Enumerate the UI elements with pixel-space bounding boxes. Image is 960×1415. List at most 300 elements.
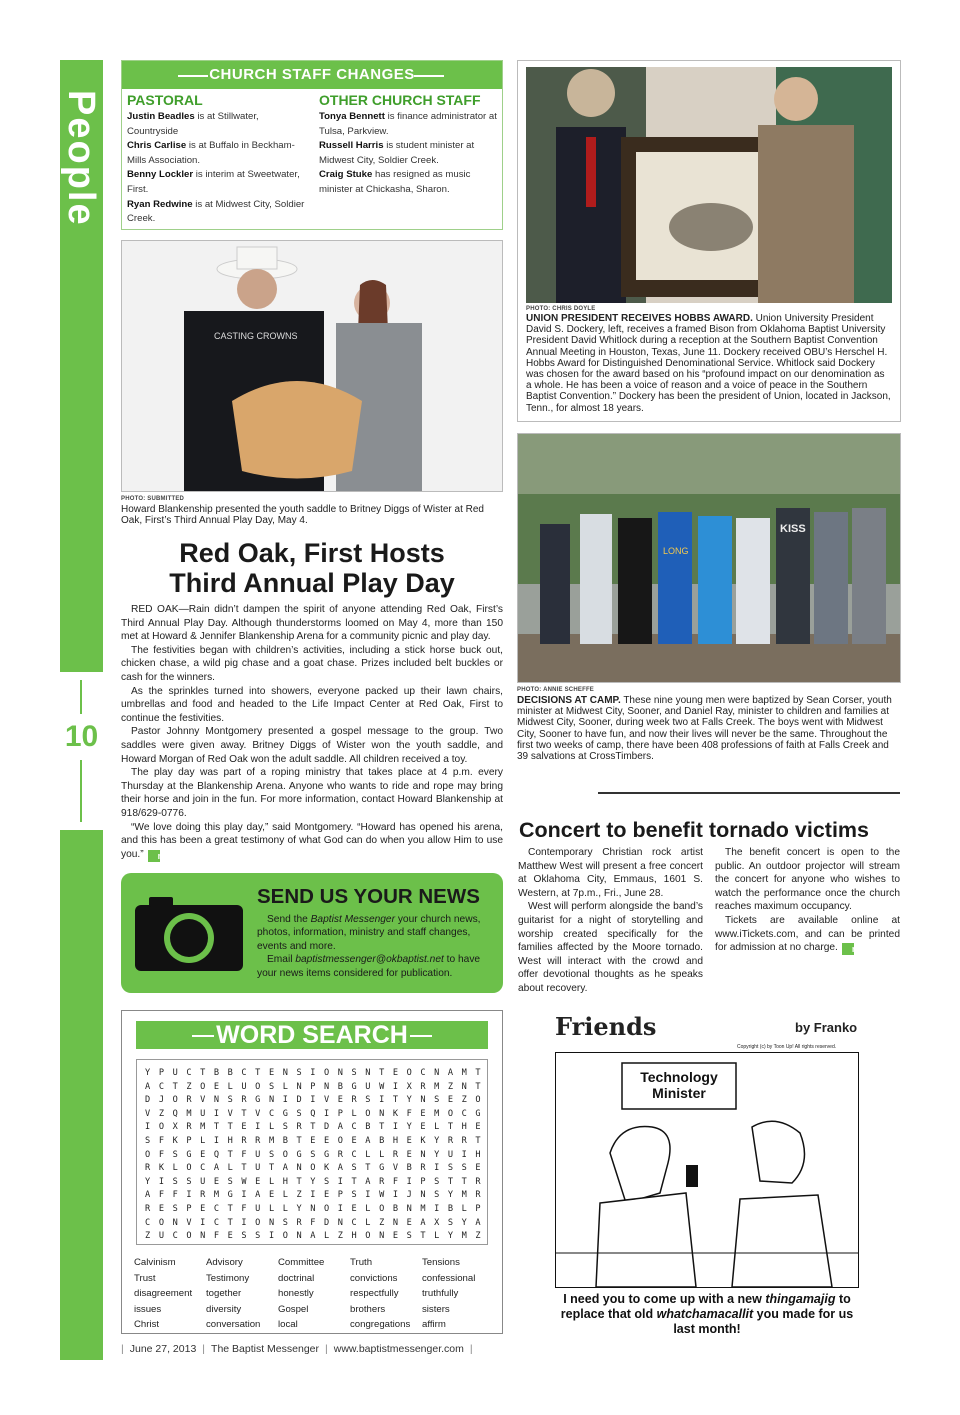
grid-letter: E <box>268 1190 275 1201</box>
grid-letter: S <box>324 1176 330 1187</box>
grid-letter: A <box>337 1163 343 1174</box>
word: Advisory <box>206 1257 243 1268</box>
grid-letter: S <box>268 1149 275 1160</box>
staff-item: Chris Carlise is at Buffalo in Beckham-Mills Association. <box>127 140 295 166</box>
grid-letter: N <box>461 1081 467 1092</box>
grid-letter: V <box>324 1095 330 1106</box>
grid-letter: H <box>282 1176 288 1187</box>
concert-col-2 <box>715 846 900 955</box>
paragraph: The festivities began with children’s activities, including a stick horse buck out, chicken chase, a wild pig chase and a goat chase. Prizes included belt buckles or cash for the winners. <box>121 644 503 683</box>
grid-letter: E <box>213 1081 220 1092</box>
grid-letter: O <box>200 1081 206 1092</box>
grid-letter: S <box>268 1081 275 1092</box>
cartoon-panel <box>555 1052 859 1288</box>
grid-letter: D <box>296 1095 302 1106</box>
grid-letter: S <box>172 1149 178 1160</box>
grid-letter: T <box>241 1163 247 1174</box>
grid-letter: F <box>158 1149 164 1160</box>
sidebar-rule <box>80 760 82 822</box>
grid-letter: D <box>324 1217 330 1228</box>
photo-credit: PHOTO: SUBMITTED <box>121 496 185 502</box>
word: Truth <box>350 1257 373 1268</box>
grid-letter: I <box>324 1108 330 1119</box>
word: Committee <box>278 1257 325 1268</box>
grid-letter: A <box>282 1163 288 1174</box>
grid-letter: Z <box>379 1217 385 1228</box>
paragraph: Contemporary Christian rock artist Matthew West will present a free concert at Oklahoma City, Emmaus, 1601 S. Western, at 7p.m., Fri., June 28. <box>518 847 703 899</box>
staff-item: Ryan Redwine is at Midwest City, Soldier Creek. <box>127 198 305 225</box>
word: Christ <box>134 1319 160 1331</box>
grid-letter: S <box>351 1068 357 1078</box>
grid-letter: P <box>475 1204 481 1214</box>
send-news-box <box>121 873 503 993</box>
grid-letter: L <box>282 1204 288 1214</box>
grid-letter: E <box>324 1190 330 1201</box>
grid-letter: S <box>434 1190 440 1201</box>
grid-letter: N <box>337 1217 343 1228</box>
grid-letter: E <box>324 1136 330 1146</box>
grid-letter: S <box>310 1149 316 1160</box>
grid-row <box>141 1204 485 1214</box>
grid-letter: U <box>241 1081 247 1092</box>
grid-letter: E <box>447 1095 454 1106</box>
grid-letter: S <box>447 1217 454 1228</box>
grid-letter: T <box>255 1068 261 1078</box>
grid-letter: O <box>324 1068 330 1078</box>
staff-item: Benny Lockler is interim at Sweetwater, First. <box>127 169 300 195</box>
word-search-title: WORD SEARCH <box>216 1021 408 1049</box>
grid-letter: S <box>227 1176 233 1187</box>
grid-letter: W <box>379 1190 385 1201</box>
paragraph: Tickets are available online at www.iTickets.com, and can be printed for admission at no charge. m <box>715 914 900 955</box>
other-staff-heading: OTHER CHURCH STAFF <box>319 92 481 108</box>
grid-letter: C <box>268 1108 275 1119</box>
grid-letter: R <box>379 1176 385 1187</box>
grid-letter: N <box>213 1095 220 1106</box>
camp-photo-image <box>518 434 900 682</box>
grid-letter: O <box>365 1108 371 1119</box>
grid-letter: G <box>282 1108 288 1119</box>
grid-letter: S <box>296 1068 302 1078</box>
grid-letter: B <box>213 1068 220 1078</box>
word-column <box>278 1255 350 1333</box>
grid-letter: R <box>296 1217 302 1228</box>
paragraph: Pastor Johnny Montgomery presented a gospel message to the group. Two saddles were given away. Britney Diggs of Wister won the youth saddle, and Howard Morgan of Red Oak won the adult saddle. All children received a toy. <box>121 726 503 765</box>
other-staff-column <box>319 92 499 198</box>
grid-letter: O <box>186 1163 192 1174</box>
grid-letter: A <box>145 1081 151 1092</box>
grid-letter: O <box>406 1068 412 1078</box>
footer-separator: | <box>469 1343 473 1355</box>
grid-letter: I <box>241 1217 247 1228</box>
word: brothers <box>350 1303 386 1315</box>
grid-letter: C <box>461 1108 467 1119</box>
grid-letter: V <box>145 1108 151 1119</box>
grid-letter: C <box>241 1068 247 1078</box>
grid-letter: T <box>227 1204 233 1214</box>
camp-caption: DECISIONS AT CAMP. These nine young men were baptized by Sean Corser, youth minister at Midwest City, Sooner, and Daniel Ray, minister to children and families at Midwest City, Sooner, during week two at Falls Creek. The boys went with Midwest City, Sooner to have fun, and now their lives will never be the same. Throughout the first two weeks of camp, there have been 408 professions of faith at Falls Creek and 39 salvations at CrossTimbers. <box>517 695 892 763</box>
grid-letter: T <box>268 1163 275 1174</box>
grid-letter: O <box>379 1204 385 1214</box>
grid-letter: S <box>282 1122 288 1133</box>
grid-letter: C <box>351 1149 357 1160</box>
grid-letter: Y <box>145 1176 151 1187</box>
grid-letter: S <box>255 1231 261 1242</box>
grid-letter: U <box>200 1176 206 1187</box>
grid-row <box>141 1231 485 1241</box>
concert-headline: Concert to benefit tornado victims <box>519 818 870 842</box>
cartoon-byline: by Franko <box>795 1020 858 1035</box>
grid-letter: S <box>227 1095 233 1106</box>
word: local <box>278 1319 298 1331</box>
grid-letter: W <box>241 1176 247 1187</box>
grid-letter: F <box>172 1190 178 1201</box>
grid-letter: R <box>241 1136 247 1146</box>
cartoon-sign: Technology Minister <box>640 1069 718 1101</box>
grid-letter: Y <box>447 1231 454 1242</box>
grid-letter: C <box>213 1217 220 1228</box>
grid-letter: E <box>475 1122 481 1133</box>
grid-letter: S <box>282 1217 288 1228</box>
grid-letter: I <box>434 1204 440 1214</box>
grid-letter: N <box>296 1081 302 1092</box>
grid-letter: F <box>310 1217 316 1228</box>
grid-letter: S <box>434 1095 440 1106</box>
grid-letter: A <box>420 1217 426 1228</box>
grid-letter: E <box>406 1136 412 1146</box>
end-mark-icon: m <box>842 943 854 955</box>
word: diversity <box>206 1303 242 1315</box>
grid-letter: T <box>379 1122 385 1133</box>
grid-letter: I <box>337 1176 343 1187</box>
grid-letter: L <box>282 1190 288 1201</box>
grid-letter: M <box>434 1108 440 1119</box>
staff-changes-title: CHURCH STAFF CHANGES <box>209 66 415 83</box>
grid-letter: O <box>447 1108 454 1119</box>
grid-letter: I <box>186 1190 192 1201</box>
grid-letter: C <box>158 1081 164 1092</box>
grid-letter: G <box>186 1149 192 1160</box>
grid-letter: F <box>213 1231 220 1242</box>
sidebar-bar-bottom <box>60 830 103 1360</box>
grid-letter: E <box>392 1068 399 1078</box>
footer-date: June 27, 2013 <box>129 1343 197 1355</box>
grid-letter: H <box>351 1231 357 1242</box>
headline-line: Red Oak, First Hosts <box>179 538 445 568</box>
word: congregations <box>350 1319 411 1331</box>
grid-letter: E <box>351 1136 357 1146</box>
word-search-grid <box>136 1059 488 1245</box>
grid-letter: O <box>255 1217 261 1228</box>
grid-letter: G <box>296 1149 302 1160</box>
grid-letter: I <box>392 1122 399 1133</box>
grid-letter: A <box>255 1190 261 1201</box>
grid-letter: N <box>337 1068 343 1078</box>
grid-letter: Y <box>145 1068 151 1078</box>
grid-letter: C <box>351 1122 357 1133</box>
grid-letter: N <box>420 1149 426 1160</box>
grid-letter: K <box>172 1136 178 1146</box>
grid-letter: V <box>186 1217 192 1228</box>
grid-letter: N <box>296 1231 302 1242</box>
grid-letter: S <box>186 1176 192 1187</box>
grid-letter: G <box>227 1190 233 1201</box>
grid-letter: S <box>172 1176 178 1187</box>
grid-letter: R <box>392 1149 399 1160</box>
grid-letter: V <box>200 1095 206 1106</box>
grid-letter: R <box>420 1163 426 1174</box>
paragraph: Send the Baptist Messenger your church news, photos, information, ministry and staff changes, events and more. <box>257 914 481 952</box>
grid-letter: L <box>365 1217 371 1228</box>
section-divider <box>598 792 900 794</box>
grid-letter: A <box>475 1217 481 1228</box>
grid-letter: C <box>186 1068 192 1078</box>
grid-letter: R <box>145 1204 151 1214</box>
grid-letter: R <box>186 1095 192 1106</box>
paragraph: As the sprinkles turned into showers, everyone packed up their lawn chairs, umbrellas and food and headed to the Life Impact Center at Red Oak, First to continue the festivities. <box>121 685 503 724</box>
grid-letter: T <box>296 1136 302 1146</box>
word: affirm <box>422 1319 446 1331</box>
staff-item: Justin Beadles is at Stillwater, Countryside <box>127 111 259 137</box>
grid-letter: Z <box>447 1081 454 1092</box>
grid-letter: Z <box>461 1095 467 1106</box>
grid-letter: A <box>310 1231 316 1242</box>
grid-letter: H <box>227 1136 233 1146</box>
grid-row <box>141 1122 485 1132</box>
grid-letter: F <box>392 1176 399 1187</box>
grid-letter: I <box>255 1122 261 1133</box>
staff-changes-box <box>121 60 503 230</box>
footer-url[interactable]: www.baptistmessenger.com <box>333 1343 464 1355</box>
grid-letter: C <box>213 1204 220 1214</box>
award-photo-box <box>517 60 901 422</box>
grid-letter: U <box>255 1204 261 1214</box>
headline-line: Third Annual Play Day <box>169 568 455 598</box>
grid-letter: R <box>351 1095 357 1106</box>
grid-letter: L <box>172 1163 178 1174</box>
paragraph: Email baptistmessenger@okbaptist.net to have your news items considered for publication. <box>257 954 481 979</box>
grid-letter: R <box>447 1136 454 1146</box>
word: Trust <box>134 1272 156 1284</box>
grid-letter: S <box>296 1108 302 1119</box>
grid-letter: C <box>172 1231 178 1242</box>
award-photo <box>526 67 892 303</box>
section-label: People <box>60 90 102 227</box>
grid-letter: I <box>145 1122 151 1133</box>
grid-letter: I <box>310 1190 316 1201</box>
grid-letter: T <box>200 1068 206 1078</box>
section-sidebar <box>60 60 103 1360</box>
saddle-photo <box>121 240 503 492</box>
grid-letter: L <box>434 1122 440 1133</box>
grid-letter: E <box>392 1231 399 1242</box>
grid-letter: R <box>475 1176 481 1187</box>
grid-letter: I <box>310 1095 316 1106</box>
grid-letter: O <box>186 1231 192 1242</box>
grid-letter: U <box>447 1149 454 1160</box>
grid-letter: E <box>241 1122 247 1133</box>
grid-letter: E <box>213 1176 220 1187</box>
grid-letter: H <box>475 1149 481 1160</box>
grid-letter: S <box>365 1095 371 1106</box>
grid-letter: Y <box>310 1176 316 1187</box>
grid-letter: N <box>172 1217 178 1228</box>
grid-letter: B <box>379 1136 385 1146</box>
grid-row <box>141 1136 485 1146</box>
grid-letter: M <box>461 1190 467 1201</box>
paragraph: “We love doing this play day,” said Montgomery. “Howard has opened his arena, and this has been a great testimony of what God can do when you allow Him to use you.” m <box>121 821 503 861</box>
grid-letter: I <box>392 1190 399 1201</box>
saddle-caption: Howard Blankenship presented the youth saddle to Britney Diggs of Wister at Red Oak, First’s Third Annual Play Day, May 4. <box>121 504 484 527</box>
grid-letter: D <box>145 1095 151 1106</box>
grid-letter: K <box>158 1163 164 1174</box>
grid-letter: X <box>172 1122 178 1133</box>
camp-photo-box <box>517 433 901 763</box>
grid-letter: A <box>365 1136 371 1146</box>
grid-letter: B <box>365 1122 371 1133</box>
grid-letter: Y <box>447 1190 454 1201</box>
grid-row <box>141 1068 485 1078</box>
grid-letter: Y <box>296 1204 302 1214</box>
shirt-text: KISS <box>780 523 806 535</box>
grid-letter: R <box>420 1081 426 1092</box>
grid-letter: O <box>255 1081 261 1092</box>
grid-letter: A <box>365 1176 371 1187</box>
grid-letter: S <box>145 1136 151 1146</box>
grid-letter: F <box>241 1149 247 1160</box>
grid-letter: U <box>365 1081 371 1092</box>
grid-letter: T <box>227 1122 233 1133</box>
grid-letter: E <box>406 1217 412 1228</box>
award-caption: UNION PRESIDENT RECEIVES HOBBS AWARD. Union University President David S. Dockery, left, receives a framed Bison from Oklahoma Baptist University President David Whitlock during a reception at the Southern Baptist Convention Annual Meeting in Houston, Texas, June 11. Dockery received OBU’s Herschel H. Hobbs Award for Distinguished Denominational Service. Whitlock said Dockery was chosen for the award based on his “profound impact on our denomination as a whole. He has been a voice of reason and a voice of peace in the Southern Baptist Convention.” Dockery has been the president of Union, located in Jackson, Tenn., for almost 18 years. <box>526 313 891 414</box>
grid-letter: O <box>365 1231 371 1242</box>
grid-letter: M <box>420 1204 426 1214</box>
grid-letter: V <box>255 1108 261 1119</box>
footer-separator: | <box>325 1343 328 1355</box>
grid-letter: T <box>296 1176 302 1187</box>
grid-row <box>141 1177 485 1187</box>
grid-letter: E <box>420 1122 426 1133</box>
word: Tensions <box>422 1257 460 1268</box>
grid-letter: E <box>420 1108 426 1119</box>
grid-letter: E <box>200 1149 206 1160</box>
grid-letter: B <box>392 1204 399 1214</box>
grid-letter: E <box>475 1163 481 1174</box>
grid-letter: R <box>255 1136 261 1146</box>
grid-letter: F <box>158 1190 164 1201</box>
grid-letter: T <box>475 1068 481 1078</box>
word: respectfully <box>350 1288 399 1300</box>
grid-letter: L <box>365 1149 371 1160</box>
grid-letter: R <box>337 1149 343 1160</box>
word: Testimony <box>206 1272 250 1284</box>
grid-letter: F <box>241 1204 247 1214</box>
grid-letter: B <box>227 1068 233 1078</box>
page-footer <box>121 1343 481 1355</box>
grid-letter: T <box>379 1068 385 1078</box>
grid-letter: K <box>324 1163 330 1174</box>
grid-letter: T <box>227 1217 233 1228</box>
grid-letter: T <box>241 1108 247 1119</box>
grid-letter: O <box>282 1231 288 1242</box>
staff-item: Craig Stuke has resigned as music minister at Chickasha, Sharon. <box>319 169 471 195</box>
paragraph: The benefit concert is open to the public. An outdoor projector will stream the concert for anyone who wishes to watch the performance once the church reaches maximum occupancy. <box>715 847 900 913</box>
grid-letter: A <box>213 1163 220 1174</box>
grid-letter: L <box>227 1163 233 1174</box>
grid-row <box>141 1218 485 1228</box>
paragraph: RED OAK—Rain didn’t dampen the spirit of anyone attending Red Oak, First’s Third Annual Play Day. Although thunderstorms loomed on May 4, more than 150 met at Howard & Jennifer Blankenship Arena for a community picnic and play day. <box>121 604 503 643</box>
grid-letter: K <box>420 1136 426 1146</box>
grid-letter: I <box>379 1095 385 1106</box>
grid-letter: I <box>200 1217 206 1228</box>
grid-letter: Y <box>434 1149 440 1160</box>
grid-letter: P <box>337 1108 343 1119</box>
grid-letter: I <box>213 1108 220 1119</box>
grid-letter: N <box>406 1204 412 1214</box>
grid-letter: E <box>406 1149 412 1160</box>
sidebar-rule <box>80 680 82 714</box>
grid-letter: E <box>200 1204 206 1214</box>
cartoon-copyright: Copyright (c) by Toon Up! All rights reserved. <box>737 1044 837 1050</box>
grid-letter: T <box>475 1081 481 1092</box>
grid-row <box>141 1082 485 1092</box>
grid-letter: Q <box>310 1108 316 1119</box>
grid-letter: T <box>447 1176 454 1187</box>
grid-letter: H <box>392 1136 399 1146</box>
photo-credit: PHOTO: ANNIE SCHEFFE <box>517 687 595 693</box>
grid-letter: V <box>392 1163 399 1174</box>
grid-letter: L <box>282 1081 288 1092</box>
grid-letter: O <box>337 1136 343 1146</box>
playday-body <box>121 603 503 862</box>
paragraph: The play day was part of a roping ministry that takes place at 4 p.m. every Thursday at the Blankenship Arena. Anyone who wants to ride and rope may bring their horse and join in the fun. For more information, contact Howard Blankenship at 918/629-0776. <box>121 767 503 819</box>
grid-letter: Y <box>461 1217 467 1228</box>
grid-letter: N <box>268 1095 275 1106</box>
grid-letter: N <box>379 1108 385 1119</box>
word-column <box>206 1255 278 1333</box>
grid-letter: E <box>255 1176 261 1187</box>
grid-letter: N <box>379 1231 385 1242</box>
grid-letter: B <box>447 1204 454 1214</box>
grid-letter: T <box>227 1149 233 1160</box>
grid-letter: Y <box>406 1122 412 1133</box>
word-column <box>350 1255 422 1333</box>
grid-letter: Q <box>213 1149 220 1160</box>
grid-letter: Y <box>406 1095 412 1106</box>
grid-letter: B <box>282 1136 288 1146</box>
grid-letter: N <box>282 1068 288 1078</box>
grid-letter: E <box>351 1204 357 1214</box>
grid-letter: C <box>351 1217 357 1228</box>
paragraph: West will perform alongside the band’s guitarist for a night of storytelling and worship created specifically for the families affected by the Moore tornado. West will interact with the crowd and offer devotional thoughts as he speaks about recovery. <box>518 901 703 994</box>
grid-letter: S <box>447 1163 454 1174</box>
grid-letter: O <box>324 1204 330 1214</box>
grid-letter: L <box>227 1081 233 1092</box>
grid-letter: Z <box>337 1231 343 1242</box>
grid-letter: F <box>406 1108 412 1119</box>
grid-letter: L <box>200 1136 206 1146</box>
grid-letter: E <box>310 1136 316 1146</box>
grid-letter: F <box>158 1136 164 1146</box>
page-number: 10 <box>64 720 99 753</box>
pastoral-heading: PASTORAL <box>127 92 203 108</box>
grid-letter: M <box>200 1122 206 1133</box>
grid-letter: T <box>351 1176 357 1187</box>
grid-letter: L <box>365 1204 371 1214</box>
word: issues <box>134 1303 162 1315</box>
grid-letter: J <box>406 1190 412 1201</box>
shirt-text: LONG <box>663 546 689 556</box>
